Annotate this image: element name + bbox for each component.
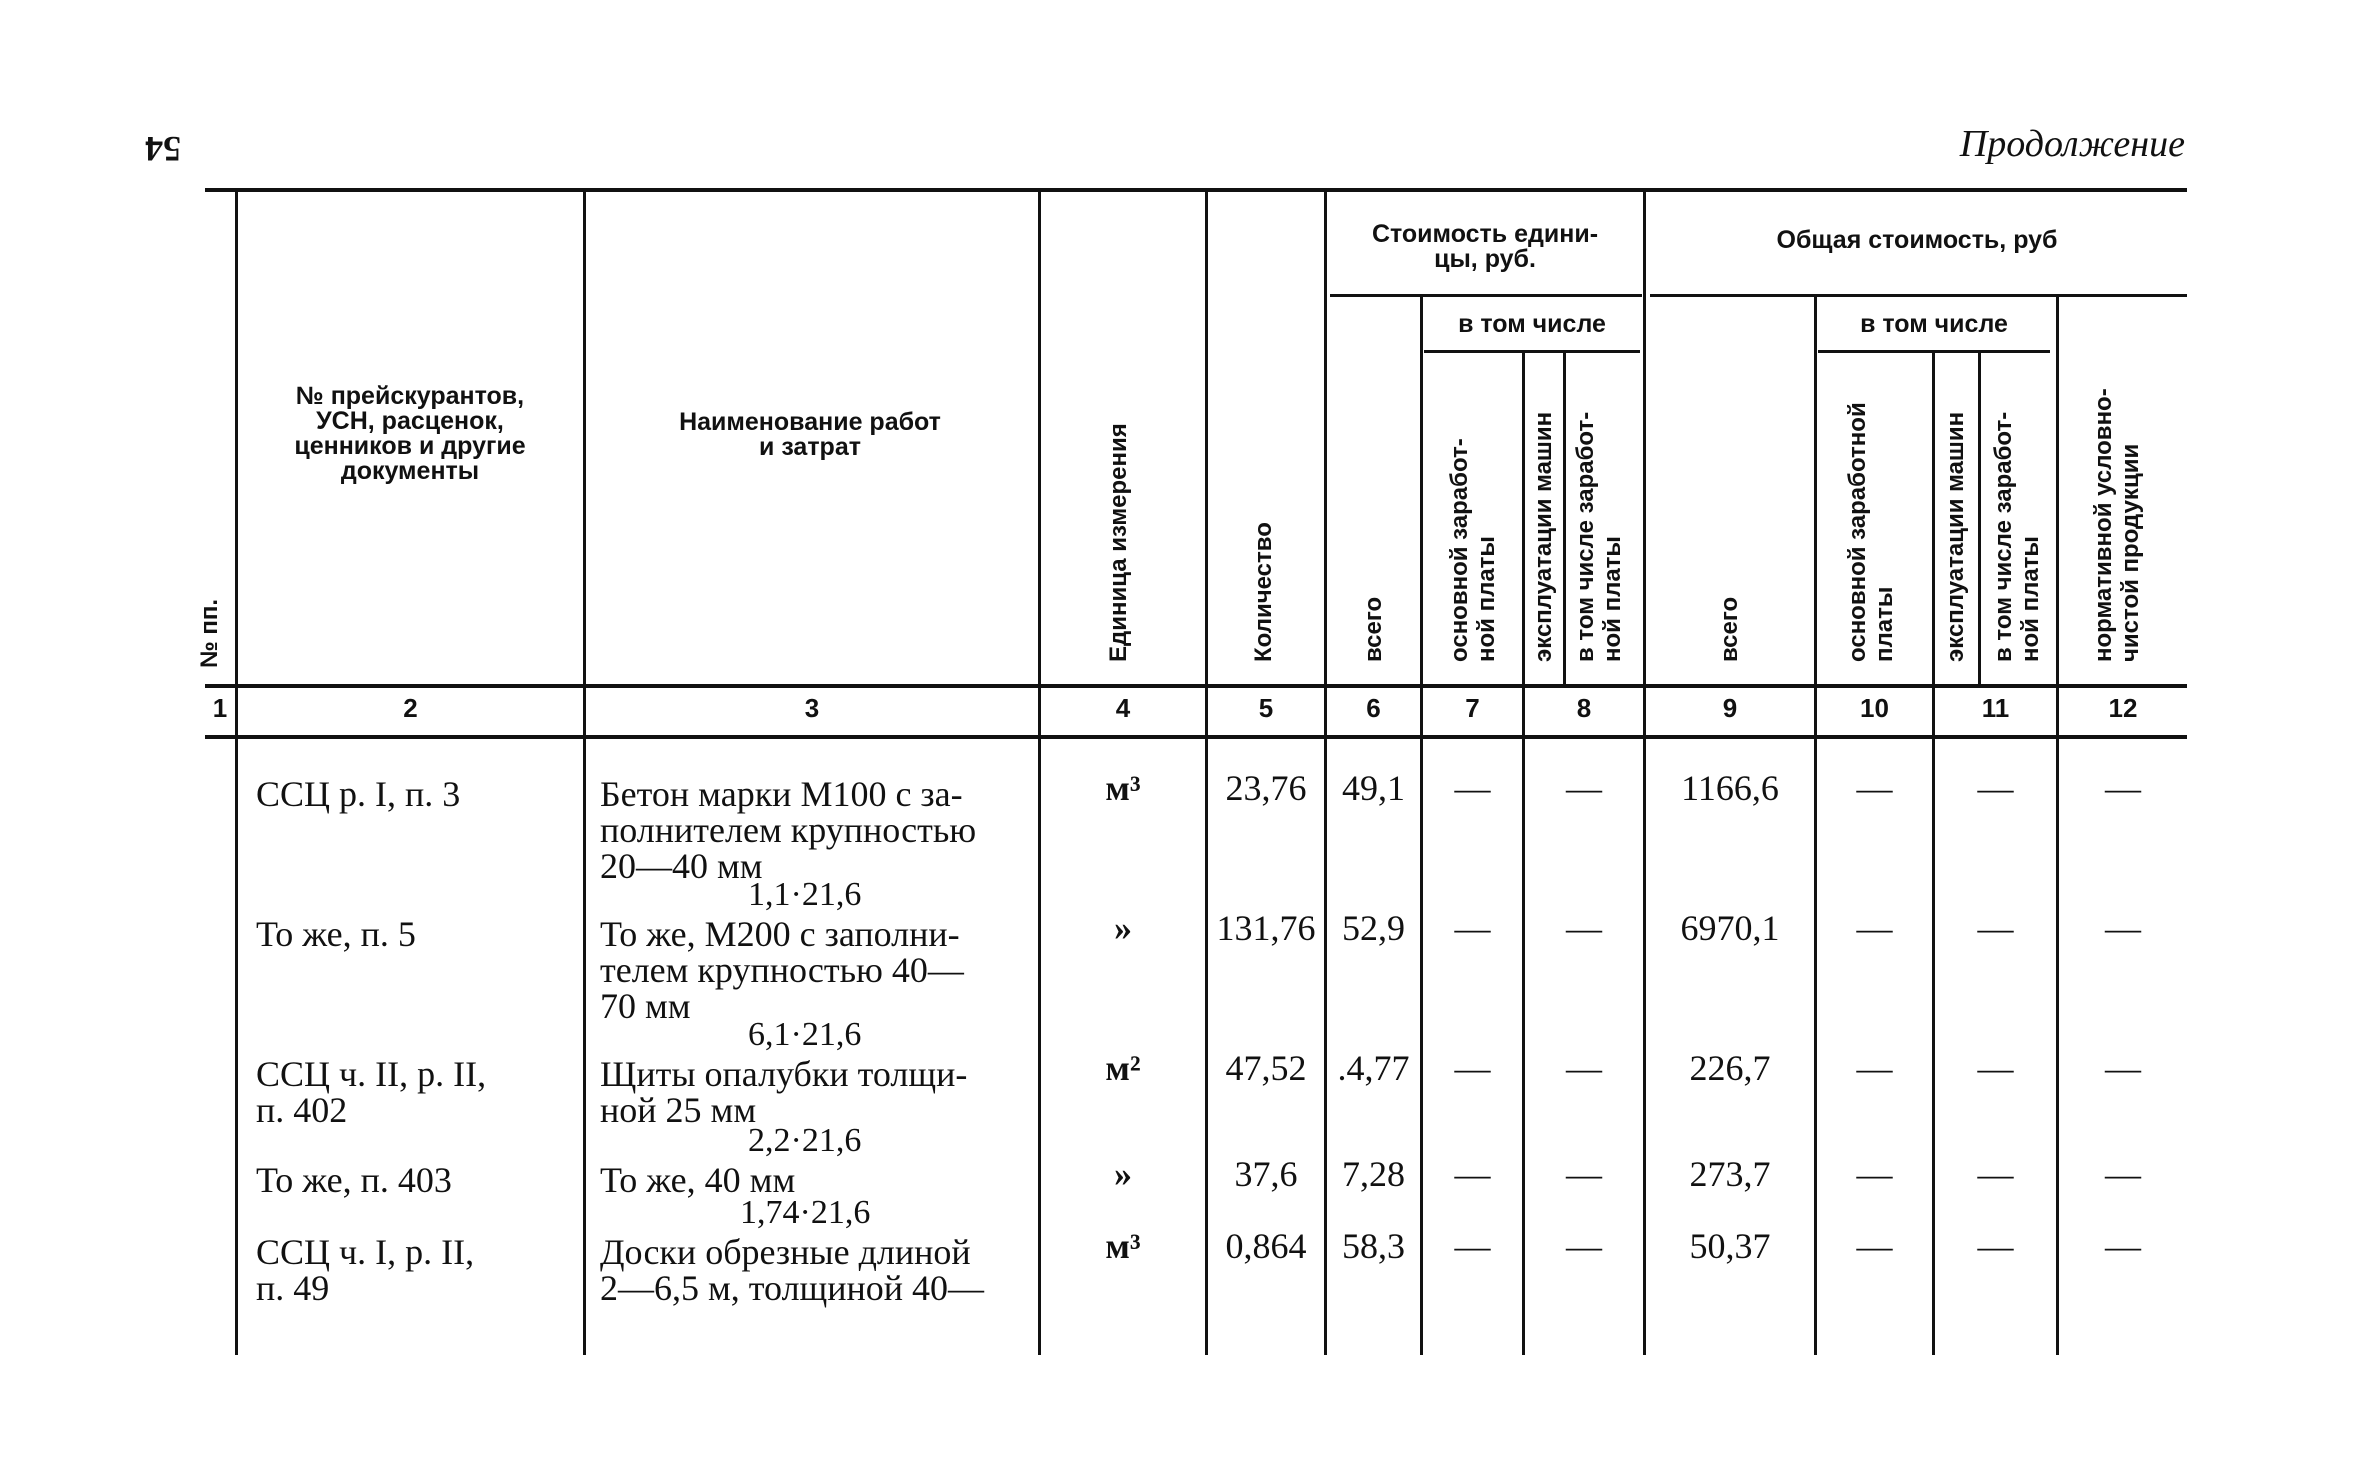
row4-unit-total: 7,28	[1342, 1154, 1405, 1194]
row5-name: Доски обрезные длиной 2—6,5 м, толщиной 40—	[600, 1232, 985, 1308]
header-incl-b: в том числе	[1860, 310, 2008, 338]
row1-qty: 23,76	[1225, 768, 1307, 808]
col-number: 9	[1722, 693, 1738, 723]
header-unit-cost: Стоимость едини- цы, руб.	[1371, 220, 1599, 273]
col-number: 2	[403, 693, 418, 723]
header-col1: № пп.	[196, 598, 223, 668]
header-col7: основной заработ- ной платы	[1446, 438, 1500, 662]
row5-c12: —	[2105, 1226, 2141, 1266]
row1-c11: —	[1977, 768, 2014, 808]
row3-total: 226,7	[1689, 1048, 1771, 1088]
row5-unit: м³	[1105, 1226, 1141, 1266]
row3-c8: —	[1566, 1048, 1602, 1088]
header-col4: Единица измерения	[1105, 423, 1132, 662]
row4-qty: 37,6	[1234, 1154, 1298, 1194]
row3-doc: ССЦ ч. II, р. II, п. 402	[256, 1054, 487, 1130]
col-divider	[1522, 352, 1525, 1355]
header-col11b: в том числе заработ- ной платы	[1990, 411, 2044, 662]
header-col11a: эксплуатации машин	[1942, 411, 1969, 662]
total-cost-rule	[1650, 294, 2187, 297]
header-total-cost: Общая стоимость, руб	[1776, 226, 2058, 254]
row1-name: Бетон марки М100 с за- полнителем крупностью 20—40 мм	[600, 774, 977, 886]
row4-c10: —	[1856, 1154, 1893, 1194]
header-col10: основной заработной платы	[1844, 402, 1898, 662]
row4-c8: —	[1566, 1154, 1602, 1194]
col-number: 8	[1576, 693, 1592, 723]
row4-unit: »	[1114, 1154, 1132, 1194]
page-number: 54	[145, 129, 181, 169]
header-col8a: эксплуатации машин	[1530, 411, 1557, 662]
unit-cost-rule	[1330, 294, 1642, 297]
row2-name: То же, М200 с заполни- телем крупностью 40— 70 мм	[600, 914, 964, 1026]
row5-total: 50,37	[1689, 1226, 1771, 1266]
row1-c10: —	[1856, 768, 1893, 808]
col-divider	[2056, 296, 2059, 1355]
row2-qty: 131,76	[1216, 908, 1316, 948]
header-incl-a: в том числе	[1458, 310, 1606, 338]
header-col3: Наименование работ и затрат	[679, 408, 941, 461]
header-col2: № прейскурантов, УСН, расценок, ценников и другие документы	[294, 382, 526, 485]
row1-c8: —	[1566, 768, 1602, 808]
row2-doc: То же, п. 5	[256, 914, 416, 954]
row3-unit-total: .4,77	[1337, 1048, 1410, 1088]
row1-unit-total: 49,1	[1342, 768, 1405, 808]
header-col6: всего	[1360, 596, 1387, 662]
row1-c12: —	[2105, 768, 2141, 808]
header-col9: всего	[1716, 596, 1743, 662]
row2-c7: —	[1454, 908, 1491, 948]
col-divider	[1978, 352, 1981, 685]
row4-formula: 1,74·21,6	[740, 1194, 871, 1231]
header-col5: Количество	[1250, 522, 1277, 662]
col-number: 11	[1981, 693, 2010, 723]
row2-formula: 6,1·21,6	[748, 1016, 862, 1053]
col-divider	[1563, 352, 1566, 685]
row3-c12: —	[2105, 1048, 2141, 1088]
row3-qty: 47,52	[1225, 1048, 1307, 1088]
row5-unit-total: 58,3	[1342, 1226, 1405, 1266]
row1-doc: ССЦ р. I, п. 3	[256, 774, 461, 814]
col-number: 3	[804, 693, 820, 723]
col-number: 4	[1115, 693, 1131, 723]
row5-c8: —	[1566, 1226, 1602, 1266]
table-top-rule	[205, 188, 2187, 192]
col-divider	[235, 190, 238, 1355]
col-number: 10	[1860, 693, 1889, 723]
row2-c12: —	[2105, 908, 2141, 948]
row2-unit: »	[1114, 908, 1132, 948]
row2-c11: —	[1977, 908, 2014, 948]
row1-unit: м³	[1105, 768, 1141, 808]
col-divider	[1932, 352, 1935, 1355]
row1-total: 1166,6	[1681, 768, 1779, 808]
row1-formula: 1,1·21,6	[748, 876, 862, 913]
header-col12: нормативной условно- чистой продукции	[2090, 388, 2144, 662]
row3-c11: —	[1977, 1048, 2014, 1088]
row3-c10: —	[1856, 1048, 1893, 1088]
row2-total: 6970,1	[1680, 908, 1780, 948]
col-divider	[583, 190, 586, 1355]
incl-a-rule	[1424, 350, 1640, 353]
header-col8b: в том числе заработ- ной платы	[1572, 411, 1626, 662]
row4-c7: —	[1454, 1154, 1491, 1194]
row1-c7: —	[1454, 768, 1491, 808]
row4-doc: То же, п. 403	[256, 1160, 452, 1200]
row5-qty: 0,864	[1225, 1226, 1307, 1266]
row3-c7: —	[1454, 1048, 1491, 1088]
row2-unit-total: 52,9	[1342, 908, 1405, 948]
row2-c8: —	[1566, 908, 1602, 948]
row3-unit: м²	[1105, 1048, 1141, 1088]
col-divider	[1814, 296, 1817, 1355]
header-bottom-rule	[205, 684, 2187, 688]
col-divider	[1420, 296, 1423, 1355]
row3-formula: 2,2·21,6	[748, 1122, 862, 1159]
col-number: 6	[1366, 693, 1381, 723]
row4-c12: —	[2105, 1154, 2141, 1194]
continuation-label: Продолжение	[1959, 123, 2185, 165]
colnum-bottom-rule	[205, 735, 2187, 739]
row5-doc: ССЦ ч. I, р. II, п. 49	[256, 1232, 475, 1308]
row4-c11: —	[1977, 1154, 2014, 1194]
row4-name: То же, 40 мм	[600, 1160, 796, 1200]
row5-c7: —	[1454, 1226, 1491, 1266]
row5-c11: —	[1977, 1226, 2014, 1266]
col-number: 1	[212, 693, 228, 723]
col-number: 12	[2108, 693, 2138, 723]
row5-c10: —	[1856, 1226, 1893, 1266]
row3-name: Щиты опалубки толщи- ной 25 мм	[600, 1054, 968, 1130]
col-number: 7	[1465, 693, 1480, 723]
row4-total: 273,7	[1689, 1154, 1771, 1194]
row2-c10: —	[1856, 908, 1893, 948]
col-number: 5	[1258, 693, 1274, 723]
